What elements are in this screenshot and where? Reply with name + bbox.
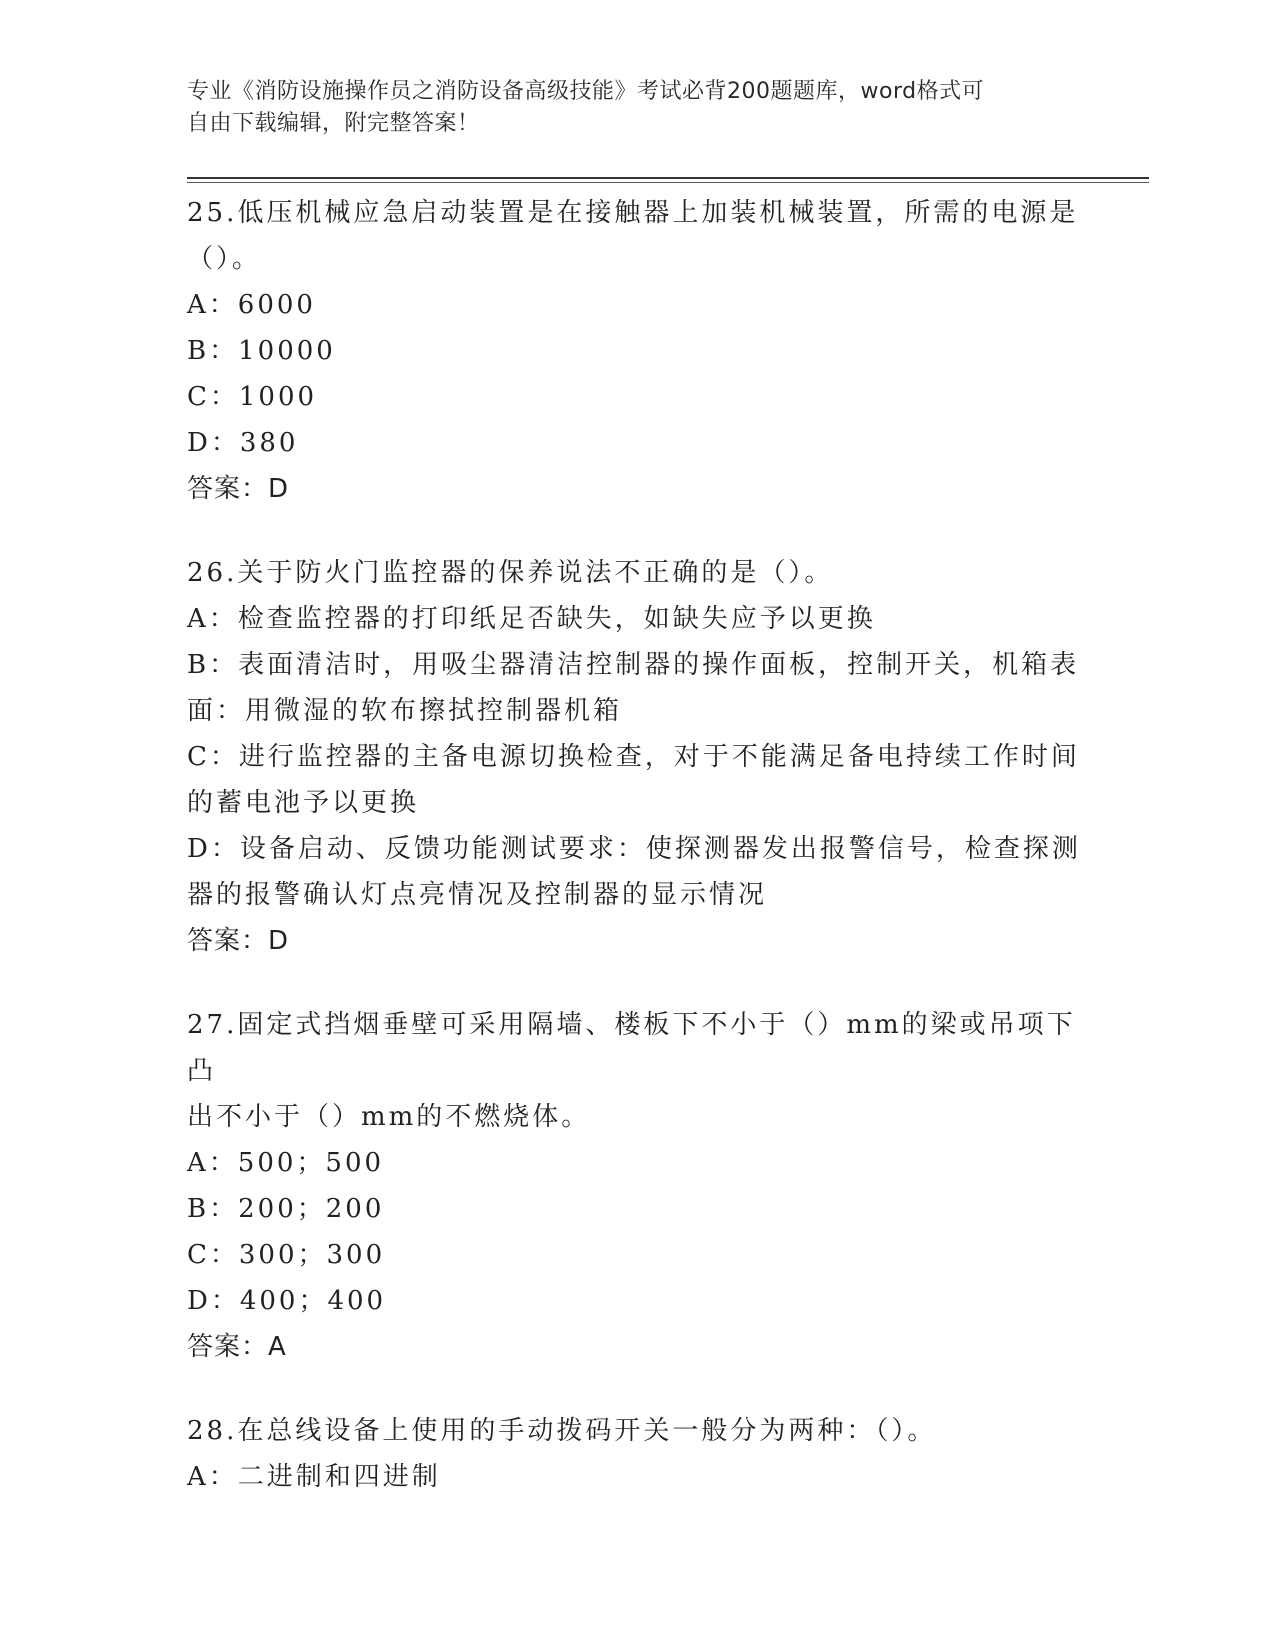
question-stem <box>187 190 1087 282</box>
header-line-1: 专业《消防设施操作员之消防设备高级技能》考试必背200题题库，word格式可 <box>187 79 985 104</box>
option-c: C：300；300 <box>187 1240 386 1270</box>
option-a: A：500；500 <box>187 1148 385 1178</box>
question-list <box>187 190 1087 1538</box>
header-divider-thick <box>187 177 1149 179</box>
option-c: C：1000 <box>187 382 318 412</box>
stem-line: 27.固定式挡烟垂壁可采用隔墙、楼板下不小于（）mm的梁或吊项下凸 <box>187 1010 1076 1086</box>
option-line: 器的报警确认灯点亮情况及控制器的显示情况 <box>187 880 768 910</box>
stem-line: 出不小于（）mm的不燃烧体。 <box>187 1102 591 1132</box>
option-line: 面：用微湿的软布擦拭控制器机箱 <box>187 696 623 726</box>
option-d: D：400；400 <box>187 1286 387 1316</box>
option-line: C：进行监控器的主备电源切换检查，对于不能满足备电持续工作时间 <box>187 742 1080 772</box>
question-26 <box>187 550 1087 964</box>
option-line: B：表面清洁时，用吸尘器清洁控制器的操作面板，控制开关，机箱表 <box>187 650 1080 680</box>
stem-line: （）。 <box>187 244 262 274</box>
question-27 <box>187 1002 1087 1370</box>
document-header <box>187 76 1067 140</box>
question-stem <box>187 1002 1087 1140</box>
question-25 <box>187 190 1087 512</box>
option-d: D：380 <box>187 428 299 458</box>
option-c <box>187 734 1087 826</box>
header-line-2: 自由下载编辑，附完整答案！ <box>187 111 480 136</box>
option-a: A：检查监控器的打印纸足否缺失，如缺失应予以更换 <box>187 604 876 634</box>
option-line: 的蓄电池予以更换 <box>187 788 420 818</box>
option-line: D：设备启动、反馈功能测试要求：使探测器发出报警信号，检查探测 <box>187 834 1081 864</box>
option-a: A：二进制和四进制 <box>187 1462 441 1492</box>
header-divider-thin <box>187 182 1149 183</box>
stem-line: 25.低压机械应急启动装置是在接触器上加装机械装置，所需的电源是 <box>187 198 1079 228</box>
option-d <box>187 826 1087 918</box>
answer-line: 答案：A <box>187 1332 287 1362</box>
option-b: B：200；200 <box>187 1194 385 1224</box>
option-b <box>187 642 1087 734</box>
answer-line: 答案：D <box>187 474 290 504</box>
option-a: A：6000 <box>187 290 316 320</box>
question-stem: 28.在总线设备上使用的手动拨码开关一般分为两种：（）。 <box>187 1416 937 1446</box>
question-28 <box>187 1408 1087 1500</box>
option-b: B：10000 <box>187 336 336 366</box>
question-stem: 26.关于防火门监控器的保养说法不正确的是（）。 <box>187 558 834 588</box>
answer-line: 答案：D <box>187 926 290 956</box>
